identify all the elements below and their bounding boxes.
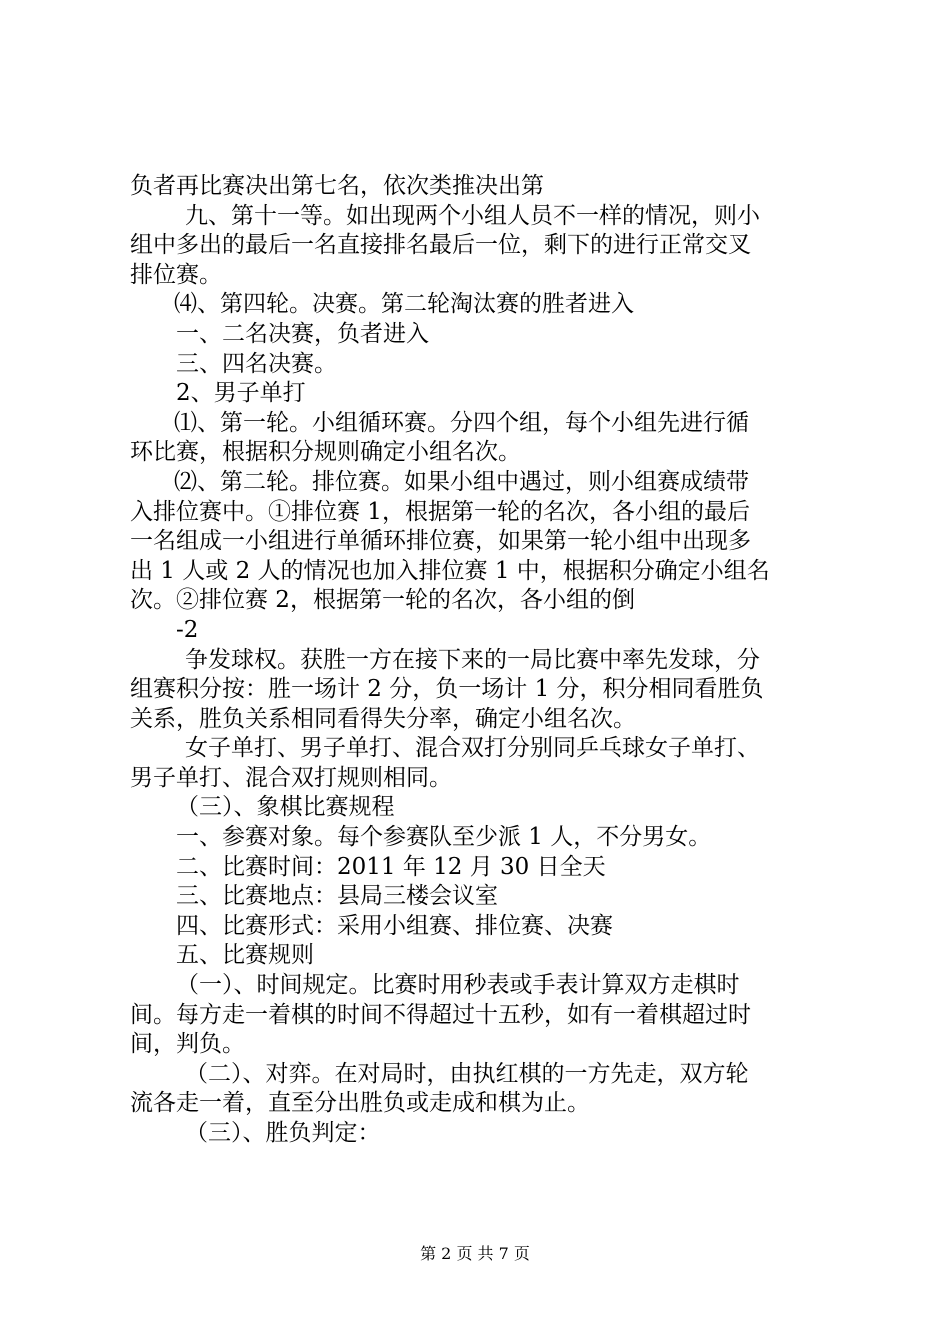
text-line: 环比赛，根据积分规则确定小组名次。 — [130, 439, 521, 466]
text-line: 出 1 人或 2 人的情况也加入排位赛 1 中，根据积分确定小组名 — [130, 557, 770, 584]
text-line: 男子单打、混合双打规则相同。 — [130, 764, 452, 791]
text-line: （三）、胜负判定： — [185, 1120, 381, 1146]
text-line: 三、比赛地点：县局三楼会议室 — [176, 883, 498, 910]
text-line: 2、男子单打 — [176, 380, 306, 407]
text-line: 三、四名决赛。 — [176, 350, 337, 377]
text-line: 组中多出的最后一名直接排名最后一位，剩下的进行正常交叉 — [130, 232, 751, 259]
page-number-label: 第 2 页 共 7 页 — [420, 1244, 530, 1263]
text-line: 九、第十一等。如出现两个小组人员不一样的情况，则小 — [185, 202, 760, 229]
text-line: 负者再比赛决出第七名，依次类推决出第 — [130, 173, 544, 199]
text-line: 二、比赛时间：2011 年 12 月 30 日全天 — [176, 853, 606, 880]
text-line: -2 — [176, 616, 199, 643]
page-footer — [0, 1244, 950, 1264]
text-line: 五、比赛规则 — [176, 942, 314, 969]
text-line: 关系，胜负关系相同看得失分率，确定小组名次。 — [130, 705, 636, 732]
text-line: 入排位赛中。①排位赛 1，根据第一轮的名次，各小组的最后 — [130, 498, 750, 525]
text-line: 争发球权。获胜一方在接下来的一局比赛中率先发球，分 — [185, 646, 760, 673]
text-line: ⑴、第一轮。小组循环赛。分四个组，每个小组先进行循 — [174, 409, 749, 436]
text-line: ⑵、第二轮。排位赛。如果小组中遇过，则小组赛成绩带 — [174, 468, 749, 495]
text-line: 间，判负。 — [130, 1031, 245, 1058]
text-line: 女子单打、男子单打、混合双打分别同乒乓球女子单打、 — [185, 735, 760, 762]
text-line: （一）、时间规定。比赛时用秒表或手表计算双方走棋时 — [176, 972, 740, 999]
text-line: （二）、对弈。在对局时，由执红棋的一方先走，双方轮 — [185, 1060, 749, 1087]
text-line: 流各走一着，直至分出胜负或走成和棋为止。 — [130, 1090, 590, 1117]
text-line: 一名组成一小组进行单循环排位赛，如果第一轮小组中出现多 — [130, 528, 751, 555]
document-body — [130, 172, 830, 1149]
text-line: 间。每方走一着棋的时间不得超过十五秒，如有一着棋超过时 — [130, 1001, 751, 1028]
text-line: 一、参赛对象。每个参赛队至少派 1 人，不分男女。 — [176, 824, 712, 851]
text-line: 次。②排位赛 2，根据第一轮的名次，各小组的倒 — [130, 587, 635, 614]
text-line: ⑷、第四轮。决赛。第二轮淘汰赛的胜者进入 — [174, 291, 634, 318]
text-line: 四、比赛形式：采用小组赛、排位赛、决赛 — [176, 912, 613, 939]
text-line: 一、二名决赛，负者进入 — [176, 320, 429, 347]
text-line: 组赛积分按：胜一场计 2 分，负一场计 1 分，积分相同看胜负 — [130, 676, 764, 703]
section-heading: （三）、象棋比赛规程 — [176, 794, 395, 821]
text-line: 排位赛。 — [130, 261, 222, 288]
